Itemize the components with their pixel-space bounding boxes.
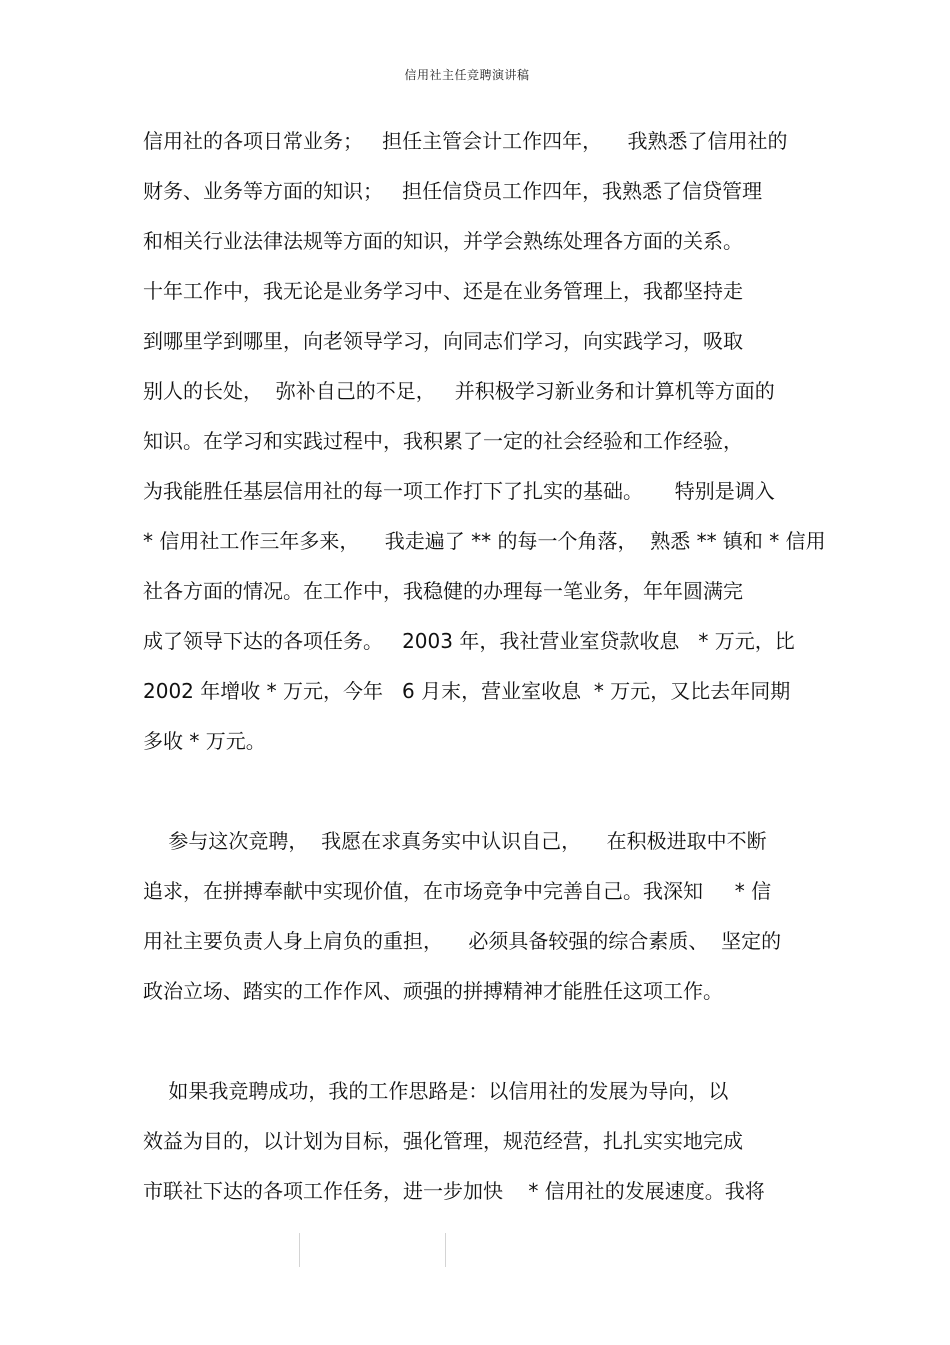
footer-divider-left <box>299 1233 300 1267</box>
footer-divider-right <box>445 1233 446 1267</box>
body-line: 参与这次竞聘， 我愿在求真务实中认识自己， 在积极进取中不断 <box>143 829 767 853</box>
body-line: 效益为目的，以计划为目标，强化管理，规范经营，扎扎实实地完成 <box>143 1129 743 1153</box>
body-line: 财务、业务等方面的知识； 担任信贷员工作四年，我熟悉了信贷管理 <box>143 179 763 203</box>
body-line: 政治立场、踏实的工作作风、顽强的拼搏精神才能胜任这项工作。 <box>143 979 723 1003</box>
body-line: 成了领导下达的各项任务。 2003 年，我社营业室贷款收息 * 万元，比 <box>143 629 795 653</box>
body-line: 追求，在拼搏奉献中实现价值，在市场竞争中完善自己。我深知 * 信 <box>143 879 772 903</box>
page-header-title: 信用社主任竞聘演讲稿 <box>404 68 530 82</box>
body-line: 如果我竞聘成功，我的工作思路是：以信用社的发展为导向，以 <box>143 1079 729 1103</box>
body-line: 用社主要负责人身上肩负的重担， 必须具备较强的综合素质、 坚定的 <box>143 929 782 953</box>
body-line: 和相关行业法律法规等方面的知识，并学会熟练处理各方面的关系。 <box>143 229 743 253</box>
body-line: 多收 * 万元。 <box>143 729 266 753</box>
body-line: 为我能胜任基层信用社的每一项工作打下了扎实的基础。 特别是调入 <box>143 479 775 503</box>
body-line: 到哪里学到哪里，向老领导学习，向同志们学习，向实践学习，吸取 <box>143 329 743 353</box>
body-line: 2002 年增收 * 万元，今年 6 月末，营业室收息 * 万元，又比去年同期 <box>143 679 791 703</box>
body-line: 别人的长处， 弥补自己的不足， 并积极学习新业务和计算机等方面的 <box>143 379 775 403</box>
body-line: 知识。在学习和实践过程中，我积累了一定的社会经验和工作经验， <box>143 429 743 453</box>
body-line: 十年工作中，我无论是业务学习中、还是在业务管理上，我都坚持走 <box>143 279 743 303</box>
body-line: 信用社的各项日常业务； 担任主管会计工作四年， 我熟悉了信用社的 <box>143 129 788 153</box>
body-line: 市联社下达的各项工作任务，进一步加快 * 信用社的发展速度。我将 <box>143 1179 765 1203</box>
body-line: 社各方面的情况。在工作中，我稳健的办理每一笔业务，年年圆满完 <box>143 579 743 603</box>
body-line: * 信用社工作三年多来， 我走遍了 ** 的每一个角落， 熟悉 ** 镇和 * 信用 <box>143 529 826 553</box>
